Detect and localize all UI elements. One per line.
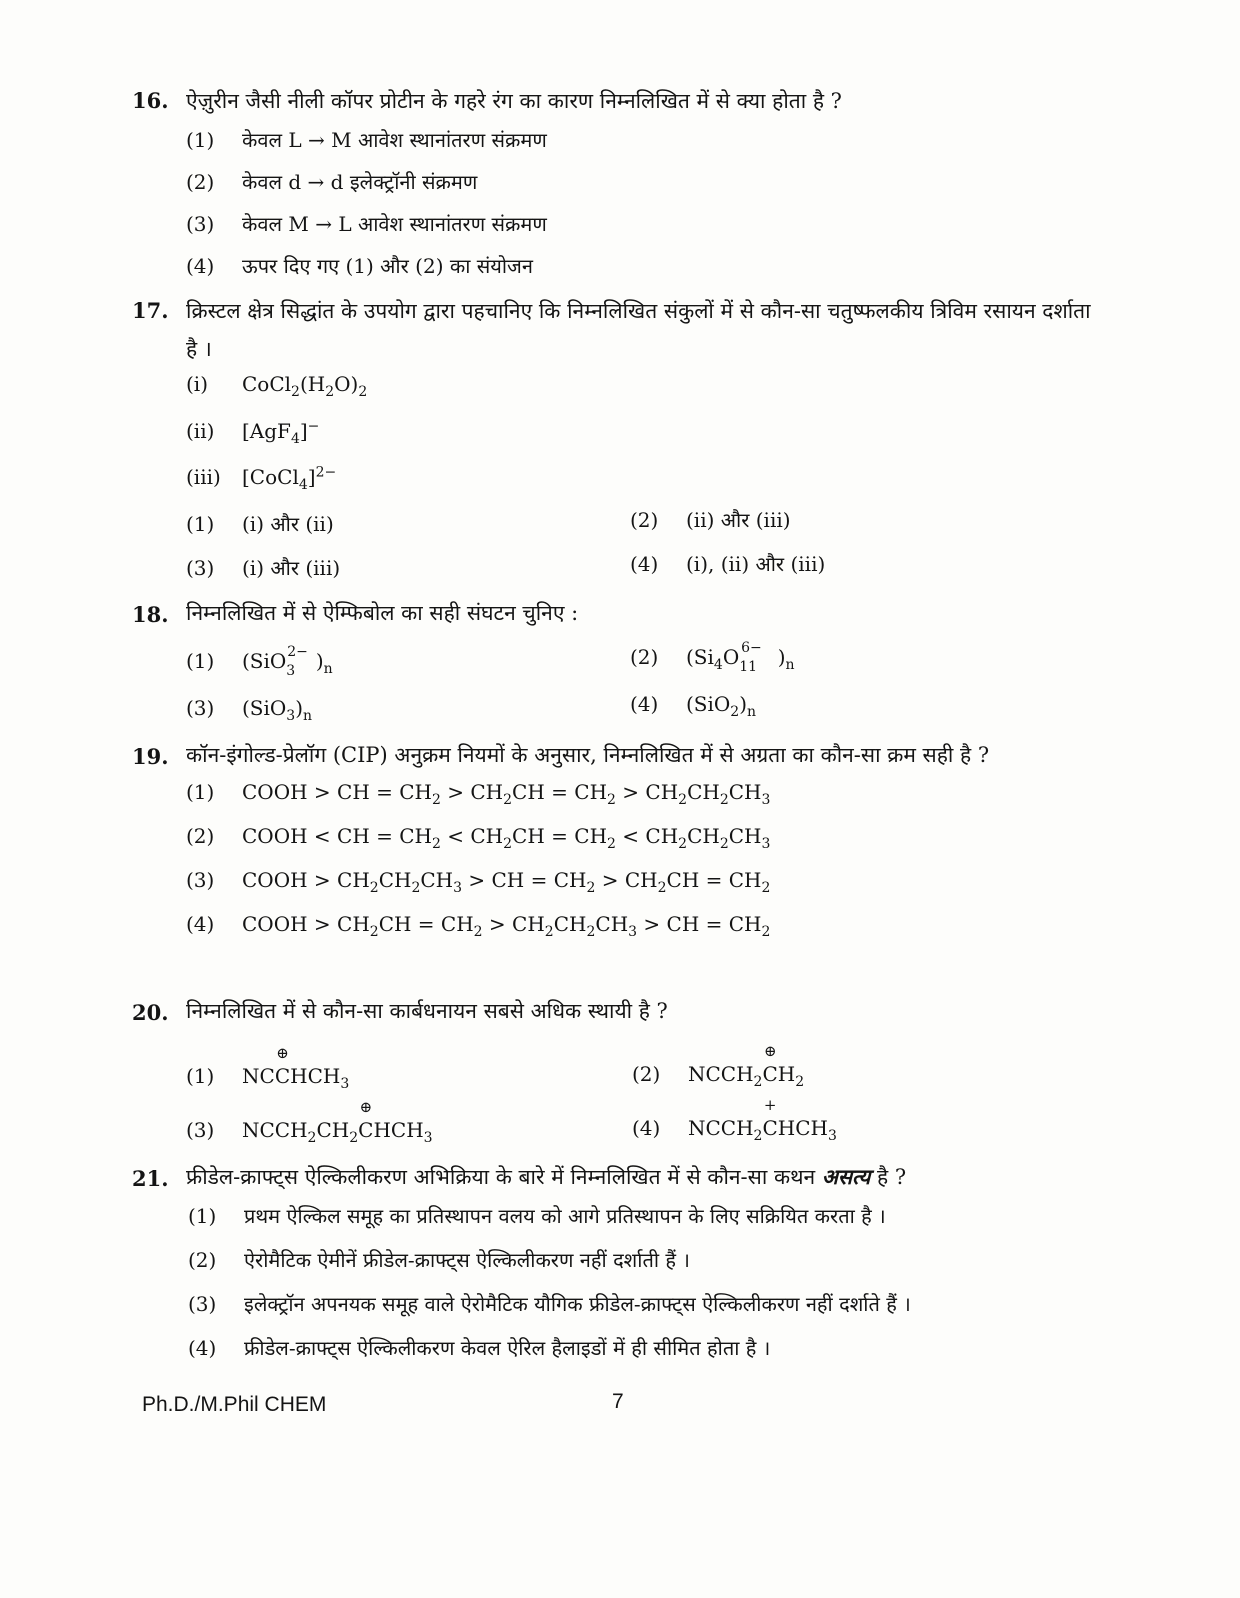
option-text: (ii) और (iii) — [686, 508, 791, 532]
option-2 — [632, 1042, 805, 1090]
question-text: निम्नलिखित में से ऐम्फिबोल का सही संघटन चुनिए : — [186, 601, 579, 625]
option-text: (i), (ii) और (iii) — [686, 552, 826, 576]
option-4 — [188, 1334, 770, 1361]
option-4 — [186, 912, 770, 940]
option-formula: COOH > $CH_2CH_2CH_3$ > CH = $CH_2 > CH_2CH = CH_2$ — [242, 868, 771, 896]
question-text-main: फ्रीडेल-क्राफ्ट्स ऐल्किलीकरण अभिक्रिया के बारे में निम्नलिखित में से कौन-सा कथन — [186, 1165, 822, 1189]
item-label: (iii) — [186, 464, 221, 489]
option-text: ऊपर दिए गए (1) और (2) का संयोजन — [242, 254, 534, 278]
option-number: (1) — [186, 648, 215, 673]
option-text: केवल d → d इलेक्ट्रॉनी संक्रमण — [242, 170, 478, 194]
item-label: (ii) — [186, 418, 215, 443]
page-number: 7 — [612, 1390, 624, 1413]
option-1 — [186, 780, 770, 808]
option-number: (4) — [630, 692, 659, 716]
option-number: (2) — [630, 508, 659, 532]
option-1 — [188, 1202, 886, 1229]
option-formula: $(SiO_3)_n$ — [242, 696, 313, 724]
options — [186, 632, 1092, 732]
question-text — [186, 1158, 1092, 1196]
option-formula: ($Si_4O_{11}^{6-}$ )$_n$ — [686, 640, 795, 675]
option-text: केवल M → L आवेश स्थानांतरण संक्रमण — [242, 212, 547, 236]
option-number: (2) — [186, 170, 215, 194]
option-3 — [186, 868, 770, 896]
option-1 — [186, 510, 334, 537]
question-19 — [132, 736, 1092, 964]
option-number: (1) — [186, 512, 215, 536]
option-3 — [186, 696, 312, 724]
question-17 — [132, 292, 1092, 588]
complex-i — [186, 372, 367, 400]
question-16 — [132, 82, 1092, 290]
question-number: 18. — [132, 602, 169, 627]
option-formula: $NCCH_2C$ ⊕ $H_2$ — [688, 1042, 805, 1090]
option-3 — [188, 1290, 911, 1317]
option-2 — [186, 168, 477, 195]
option-formula: COOH < CH = $CH_2 < CH_2CH = CH_2 < CH_2CH_2CH_3$ — [242, 824, 771, 852]
option-number: (2) — [188, 1248, 217, 1272]
option-4 — [186, 252, 533, 279]
option-number: (1) — [186, 780, 215, 804]
option-number: (2) — [632, 1062, 661, 1086]
option-number: (4) — [186, 912, 215, 936]
complex-ii — [186, 418, 319, 447]
option-number: (4) — [188, 1336, 217, 1360]
question-number: 16. — [132, 88, 169, 113]
option-1 — [186, 644, 333, 679]
option-formula: $NCCH_2CH_2C$ ⊕ $HCH_3$ — [242, 1098, 433, 1146]
option-number: (2) — [186, 824, 215, 848]
complex-formula: [CoCl$_4$]$^{2-}$ — [242, 464, 337, 493]
option-formula: NCC ⊕ $HCH_3$ — [242, 1044, 350, 1092]
option-number: (3) — [186, 868, 215, 892]
question-text: निम्नलिखित में से कौन-सा कार्बधनायन सबसे अधिक स्थायी है ? — [186, 999, 668, 1023]
complex-formula: [AgF$_4$]− — [242, 418, 320, 447]
option-number: (1) — [188, 1204, 217, 1228]
question-number: 19. — [132, 744, 169, 769]
option-3 — [186, 554, 340, 581]
option-formula: (SiO$_3^{2-}$ )$_n$ — [242, 644, 333, 679]
option-4 — [630, 550, 825, 577]
option-3 — [186, 1098, 433, 1146]
question-21 — [132, 1158, 1092, 1376]
option-number: (3) — [186, 556, 215, 580]
option-text: इलेक्ट्रॉन अपनयक समूह वाले ऐरोमैटिक यौगिक फ्रीडेल-क्राफ्ट्स ऐल्किलीकरण नहीं दर्शाते हैं । — [244, 1292, 911, 1316]
question-number: 20. — [132, 1000, 169, 1025]
option-formula: COOH > CH = $CH_2 > CH_2CH = CH_2 > CH_2CH_2CH_3$ — [242, 780, 771, 808]
option-2 — [188, 1246, 690, 1273]
option-text: ऐरोमैटिक ऐमीनें फ्रीडेल-क्राफ्ट्स ऐल्किलीकरण नहीं दर्शाती हैं । — [244, 1248, 690, 1272]
option-number: (2) — [630, 644, 659, 669]
option-number: (1) — [186, 128, 215, 152]
question-number: 21. — [132, 1166, 169, 1191]
option-text: (i) और (ii) — [242, 512, 334, 536]
option-number: (3) — [186, 1118, 215, 1142]
option-3 — [186, 210, 547, 237]
option-text: फ्रीडेल-क्राफ्ट्स ऐल्किलीकरण केवल ऐरिल हैलाइडों में ही सीमित होता है । — [244, 1336, 771, 1360]
options — [186, 368, 1092, 588]
question-text: ऐज़ुरीन जैसी नीली कॉपर प्रोटीन के गहरे रंग का कारण निम्नलिखित में से क्या होता है ? — [186, 89, 842, 113]
option-formula: COOH > $CH_2CH = CH_2 > CH_2CH_2CH_3$ > CH = $CH_2$ — [242, 912, 771, 940]
option-formula: $(SiO_2)_n$ — [686, 692, 757, 720]
options — [186, 120, 1092, 290]
question-text-emphasis: असत्य — [821, 1164, 871, 1189]
option-number: (1) — [186, 1064, 215, 1088]
question-20 — [132, 992, 1092, 1150]
option-2 — [630, 640, 795, 675]
item-label: (i) — [186, 372, 209, 396]
options — [186, 774, 1092, 964]
option-text: प्रथम ऐल्किल समूह का प्रतिस्थापन वलय को आगे प्रतिस्थापन के लिए सक्रियित करता है । — [244, 1204, 886, 1228]
option-2 — [186, 824, 770, 852]
option-number: (4) — [186, 254, 215, 278]
option-number: (4) — [630, 552, 659, 576]
option-2 — [630, 506, 791, 533]
option-number: (3) — [188, 1292, 217, 1316]
option-4 — [630, 692, 756, 720]
option-number: (3) — [186, 212, 215, 236]
option-formula: $NCCH_2C$ + $HCH_3$ — [688, 1096, 837, 1144]
option-1 — [186, 126, 547, 153]
footer-course-label: Ph.D./M.Phil CHEM — [142, 1393, 327, 1416]
question-text: कॉन-इंगोल्ड-प्रेलॉग (CIP) अनुक्रम नियमों के अनुसार, निम्नलिखित में से अग्रता का कौन-सा क्रम सही है ? — [186, 743, 990, 767]
option-4 — [632, 1096, 837, 1144]
options — [186, 1030, 1092, 1150]
option-number: (3) — [186, 696, 215, 720]
complex-formula: $CoCl_2(H_2O)_2$ — [242, 372, 368, 400]
option-text: (i) और (iii) — [242, 556, 341, 580]
options — [186, 1196, 1092, 1376]
question-text-end: है ? — [870, 1165, 907, 1189]
question-number: 17. — [132, 298, 169, 323]
option-text: केवल L → M आवेश स्थानांतरण संक्रमण — [242, 128, 547, 152]
complex-iii — [186, 464, 336, 493]
question-18 — [132, 594, 1092, 732]
option-1 — [186, 1044, 350, 1092]
question-text: क्रिस्टल क्षेत्र सिद्धांत के उपयोग द्वारा पहचानिए कि निम्नलिखित संकुलों में से कौन-सा चतुष्फलकीय त्रिविम रसायन दर्शाता है । — [186, 299, 1091, 361]
option-number: (4) — [632, 1116, 661, 1140]
